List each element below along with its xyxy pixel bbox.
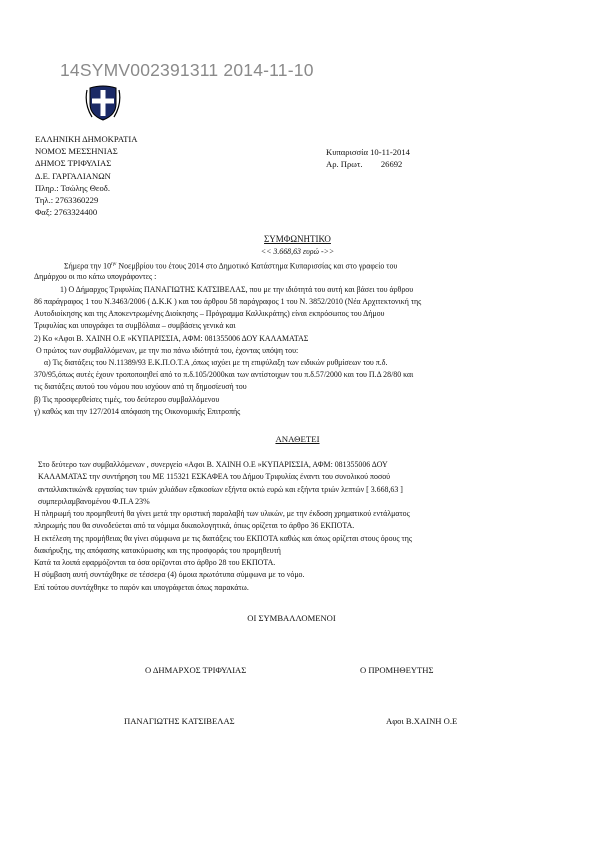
text-line: Αυτοδιοίκησης και της Αποκεντρωμένης Διοίκησης – Πρόγραμμα Καλλικράτης) είναι εκπρόσωπος του Δήμου xyxy=(34,309,385,318)
text-line: γ) καθώς και την 127/2014 απόφαση της Οικονομικής Επιτροπής xyxy=(34,407,241,416)
protocol-line xyxy=(326,158,410,170)
text-line: Σήμερα την $10^{\eta\nu}$ Νοεμβρίου του έτους 2014 στο Δημοτικό Κατάστημα Κυπαρισσίας και στο γραφείο του xyxy=(64,261,398,271)
mayor-role: Ο ΔΗΜΑΡΧΟΣ ΤΡΙΦΥΛΙΑΣ xyxy=(145,665,247,675)
text-line: 1) Ο Δήμαρχος Τριφυλίας ΠΑΝΑΓΙΩΤΗΣ ΚΑΤΣΙΒΕΛΑΣ, που με την ιδιότητά του αυτή και βάσει του άρθρου xyxy=(60,285,414,294)
section-heading-assign: ΑΝΑΘΕΤΕΙ xyxy=(275,434,320,444)
letterhead-line: Τηλ.: 2763360229 xyxy=(35,194,99,205)
text-line: β) Τις προσφερθείσες τιμές, του δεύτερου συμβαλλόμενου xyxy=(34,395,220,404)
signatories-heading: ΟΙ ΣΥΜΒΑΛΛΟΜΕΝΟΙ xyxy=(247,613,336,623)
mayor-name: ΠΑΝΑΓΙΩΤΗΣ ΚΑΤΣΙΒΕΛΑΣ xyxy=(124,716,235,726)
text-line: Στο δεύτερο των συμβαλλόμενων , συνεργείο «Αφοι Β. ΧΑΙΝΗ Ο.Ε »ΚΥΠΑΡΙΣΣΙΑ, ΑΦΜ: 081355006 ΔΟΥ xyxy=(38,460,388,469)
greek-coat-of-arms-emblem xyxy=(84,84,122,122)
letterhead-line: Φαξ: 2763324400 xyxy=(35,207,98,218)
supplier-role: Ο ΠΡΟΜΗΘΕΥΤΗΣ xyxy=(360,665,434,675)
text-line: Η πληρωμή του προμηθευτή θα γίνει μετά την οριστική παραλαβή των υλικών, με την έκδοση χρηματικού εντάλματος xyxy=(34,509,410,518)
letterhead-line: ΕΛΛΗΝΙΚΗ ΔΗΜΟΚΡΑΤΙΑ xyxy=(35,134,138,144)
text-line: πληρωμής που θα συνοδεύεται από τα νόμιμα δικαιολογητικά, όπως ορίζεται το άρθρο 36 ΕΚΠΟΤΑ. xyxy=(34,521,355,530)
text-line: 2) Ko «Αφοι Β. ΧΑΙΝΗ Ο.Ε »ΚΥΠΑΡΙΣΣΙΑ, ΑΦΜ: 081355006 ΔΟΥ ΚΑΛΑΜΑΤΑΣ xyxy=(34,334,309,343)
protocol-number: 26692 xyxy=(380,159,403,170)
place-date: Κυπαρισσία 10-11-2014 xyxy=(326,147,410,157)
text-line: 370/95,όπως αυτές έχουν τροποποιηθεί από το π.δ.105/2000και των αντίστοιχων του π.δ.57/2000 και του Π.Δ 28/80 και xyxy=(34,370,414,379)
contract-amount: << 3.668,63 ευρώ ->> xyxy=(260,247,335,256)
text-line: διακήρυξης, της απόφασης κατακύρωσης και της προσφοράς του προμηθευτή xyxy=(34,546,281,555)
text-line: α) Τις διατάξεις του Ν.11389/93 Ε.Κ.Π.Ο.Τ.Α ,όπως ισχύει με τη επιφύλαξη των ειδικών ρυθμίσεων του π.δ. xyxy=(44,358,388,367)
letterhead-line: ΝΟΜΟΣ ΜΕΣΣΗΝΙΑΣ xyxy=(35,146,118,157)
letterhead xyxy=(35,134,137,219)
letterhead-line: Πληρ.: Τσώλης Θεοδ. xyxy=(35,182,111,193)
text-line: ανταλλακτικών& εργασίας των τριών χιλιάδων εξακοσίων εξήντα οκτώ ευρώ και εξήντα τριών λεπτών [ 3.668,63 ] xyxy=(38,485,403,494)
text-line: Η εκτέλεση της προμήθειας θα γίνει σύμφωνα με τις διατάξεις του ΕΚΠΟΤΑ καθώς και όπως ορίζεται στους όρους της xyxy=(34,534,412,543)
text-line: ΚΑΛΑΜΑΤΑΣ την συντήρηση του ΜΕ 115321 ΕΣΚΑΦΕΑ του Δήμου Τριφυλίας έναντι του συνολικού ποσού xyxy=(38,472,391,481)
text-line: Κατά τα λοιπά εφαρμόζονται τα όσα ορίζονται στο άρθρο 28 του ΕΚΠΟΤΑ. xyxy=(34,558,276,567)
text-line: Η σύμβαση αυτή συντάχθηκε σε τέσσερα (4) όμοια πρωτότυπα σύμφωνα με το νόμο. xyxy=(34,570,305,579)
document-title: ΣΥΜΦΩΝΗΤΙΚΟ xyxy=(264,234,331,244)
protocol-label: Αρ. Πρωτ. xyxy=(326,159,363,170)
document-id-watermark: 14SYMV002391311 2014-11-10 xyxy=(60,60,314,80)
text-line: Επί τούτου συντάχθηκε το παρόν και υπογράφεται όπως παρακάτω. xyxy=(34,583,249,592)
text-line: τις διατάξεις αυτού του νόμου που ισχύουν από τη δημοσίευσή του xyxy=(34,382,247,391)
text-line: Δημάρχου οι πιο κάτω υπογράφοντες : xyxy=(34,272,157,281)
text-line: Ο πρώτος των συμβαλλόμενων, με την πιο πάνω ιδιότητά του, έχοντας υπόψη του: xyxy=(36,346,299,355)
text-line: 86 παράγραφος 1 του Ν.3463/2006 ( Δ.Κ.Κ ) και του άρθρου 58 παράγραφος 1 του Ν. 3852/2010 (Νέα Αρχιτεκτονική της xyxy=(34,297,422,306)
letterhead-line: ΔΗΜΟΣ ΤΡΙΦΥΛΙΑΣ xyxy=(35,158,112,169)
letterhead-line: Δ.Ε. ΓΑΡΓΑΛΙΑΝΩΝ xyxy=(35,170,111,181)
place-date-block xyxy=(326,146,410,170)
supplier-name: Αφοι Β.ΧΑΙΝΗ Ο.Ε xyxy=(386,716,458,726)
text-line: Τριφυλίας και υπογράφει τα συμβόλαια – συμβάσεις γενικά και xyxy=(34,321,236,330)
text-line: συμπεριλαμβανομένου Φ.Π.Α 23% xyxy=(38,497,150,506)
